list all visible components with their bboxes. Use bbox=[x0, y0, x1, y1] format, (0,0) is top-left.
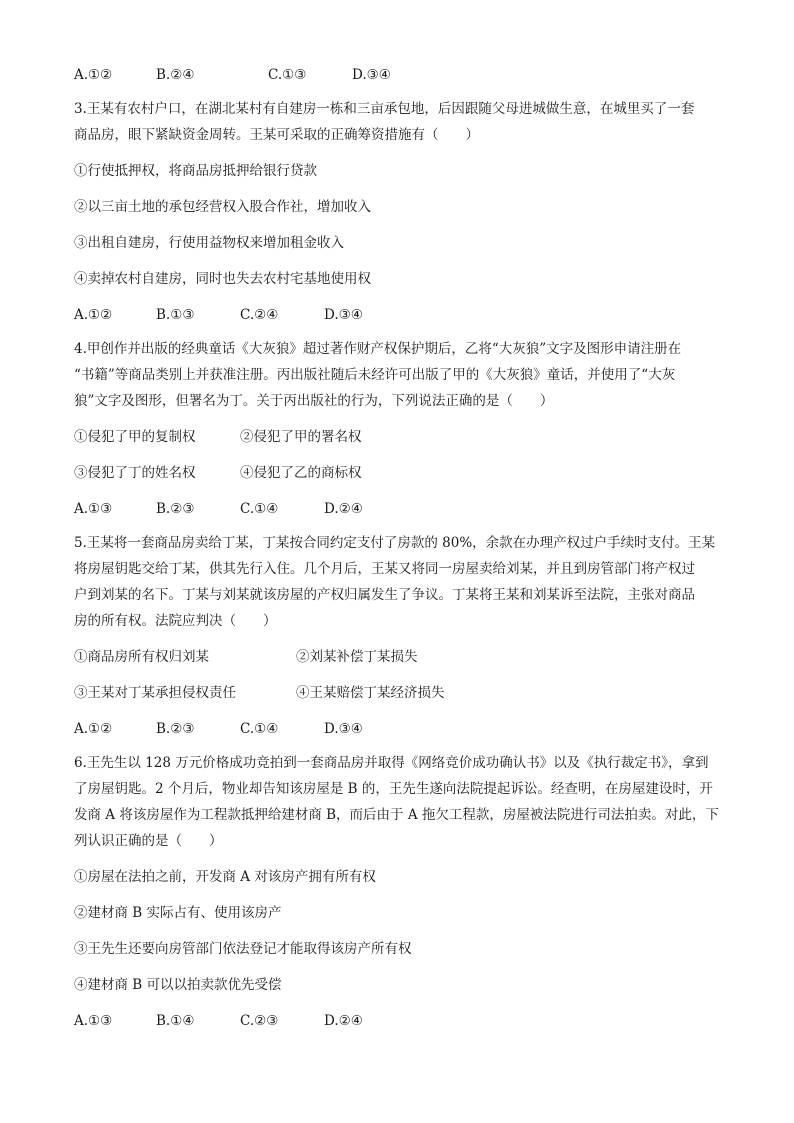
question-6-line-1: 6.王先生以 128 万元价格成功竞拍到一套商品房并取得《网络竞价成功确认书》以及《执行裁定书》，拿到 bbox=[74, 755, 709, 771]
question-5-line-1: 5.王某将一套商品房卖给丁某，丁某按合同约定支付了房款的 80%，余款在办理产权过户手续时支付。王某 bbox=[74, 535, 716, 551]
question-3-item-1: ①行使抵押权，将商品房抵押给银行贷款 bbox=[74, 163, 317, 179]
option-b: B.②③ bbox=[156, 721, 195, 737]
question-4-options bbox=[74, 496, 724, 522]
question-3-item-3: ③出租自建房，行使用益物权来增加租金收入 bbox=[74, 235, 344, 251]
question-6-item-2: ②建材商 B 实际占有、使用该房产 bbox=[74, 905, 282, 921]
question-3-line-1: 3.王某有农村户口，在湖北某村有自建房一栋和三亩承包地，后因跟随父母进城做生意，在城里买了一套 bbox=[74, 101, 695, 117]
question-6-item-4: ④建材商 B 可以以拍卖款优先受偿 bbox=[74, 977, 282, 993]
question-5-item-3: ③王某对丁某承担侵权责任 bbox=[74, 685, 236, 701]
option-d: D.③④ bbox=[352, 67, 391, 83]
question-6-options bbox=[74, 1008, 724, 1034]
question-6-stem bbox=[74, 750, 724, 854]
question-6-line-4: 列认识正确的是（ ） bbox=[74, 833, 223, 849]
option-c: C.①④ bbox=[240, 721, 279, 737]
question-6-item-3: ③王先生还要向房管部门依法登记才能取得该房产所有权 bbox=[74, 941, 412, 957]
option-a: A.①③ bbox=[74, 501, 113, 517]
question-5-items-row-1 bbox=[74, 644, 724, 670]
question-4-item-1: ①侵犯了甲的复制权 bbox=[74, 429, 196, 445]
option-c: C.②④ bbox=[240, 307, 279, 323]
question-4-line-3: 狼”文字及图形，但署名为丁。关于丙出版社的行为，下列说法正确的是（ ） bbox=[74, 393, 554, 409]
option-a: A.①② bbox=[74, 67, 113, 83]
prev-question-options bbox=[74, 62, 724, 88]
question-4-item-4: ④侵犯了乙的商标权 bbox=[240, 465, 362, 481]
question-4-line-1: 4.甲创作并出版的经典童话《大灰狼》超过著作财产权保护期后，乙将“大灰狼”文字及图形申请注册在 bbox=[74, 341, 682, 357]
question-4-item-2: ②侵犯了甲的署名权 bbox=[240, 429, 362, 445]
question-5-items-row-2 bbox=[74, 680, 724, 706]
question-6-line-2: 了房屋钥匙。2 个月后，物业却告知该房屋是 B 的，王先生遂向法院提起诉讼。经查明，在房屋建设时，开 bbox=[74, 781, 713, 797]
question-4-items-row-1 bbox=[74, 424, 724, 450]
question-5-line-2: 将房屋钥匙交给丁某，供其先行入住。几个月后，王某又将同一房屋卖给刘某，并且到房管部门将产权过 bbox=[74, 561, 695, 577]
question-3-item-4: ④卖掉农村自建房，同时也失去农村宅基地使用权 bbox=[74, 271, 371, 287]
question-5-item-4: ④王某赔偿丁某经济损失 bbox=[296, 685, 445, 701]
question-5-line-4: 房的所有权。法院应判决（ ） bbox=[74, 613, 277, 629]
question-5-options bbox=[74, 716, 724, 742]
question-5-item-2: ②刘某补偿丁某损失 bbox=[296, 649, 418, 665]
option-c: C.①④ bbox=[240, 501, 279, 517]
question-5-stem bbox=[74, 530, 724, 634]
question-3-item-2: ②以三亩土地的承包经营权入股合作社，增加收入 bbox=[74, 199, 371, 215]
option-d: D.③④ bbox=[324, 721, 363, 737]
question-6-line-3: 发商 A 将该房屋作为工程款抵押给建材商 B，而后由于 A 拖欠工程款，房屋被法院进行司法拍卖。对此，下 bbox=[74, 807, 719, 823]
question-4-items-row-2 bbox=[74, 460, 724, 486]
question-3-options bbox=[74, 302, 724, 328]
question-5-line-3: 户到刘某的名下。丁某与刘某就该房屋的产权归属发生了争议。丁某将王某和刘某诉至法院，主张对商品 bbox=[74, 587, 695, 603]
question-6-item-1: ①房屋在法拍之前，开发商 A 对该房产拥有所有权 bbox=[74, 869, 376, 885]
option-d: D.②④ bbox=[324, 501, 363, 517]
question-4-stem bbox=[74, 336, 724, 414]
question-3-line-2: 商品房，眼下紧缺资金周转。王某可采取的正确筹资措施有（ ） bbox=[74, 127, 479, 143]
question-5-item-1: ①商品房所有权归刘某 bbox=[74, 649, 209, 665]
question-4-item-3: ③侵犯了丁的姓名权 bbox=[74, 465, 196, 481]
question-3-stem bbox=[74, 96, 724, 148]
option-b: B.②③ bbox=[156, 501, 195, 517]
option-b: B.②④ bbox=[156, 67, 195, 83]
option-c: C.①③ bbox=[268, 67, 307, 83]
document-page bbox=[74, 62, 724, 1034]
option-a: A.①③ bbox=[74, 1013, 113, 1029]
question-4-line-2: “书籍”等商品类别上并获准注册。丙出版社随后未经许可出版了甲的《大灰狼》童话，并使用了“大灰 bbox=[74, 367, 676, 383]
option-b: B.①④ bbox=[156, 1013, 195, 1029]
option-c: C.②③ bbox=[240, 1013, 279, 1029]
option-d: D.②④ bbox=[324, 1013, 363, 1029]
option-b: B.①③ bbox=[156, 307, 195, 323]
option-a: A.①② bbox=[74, 307, 113, 323]
option-d: D.③④ bbox=[324, 307, 363, 323]
option-a: A.①② bbox=[74, 721, 113, 737]
